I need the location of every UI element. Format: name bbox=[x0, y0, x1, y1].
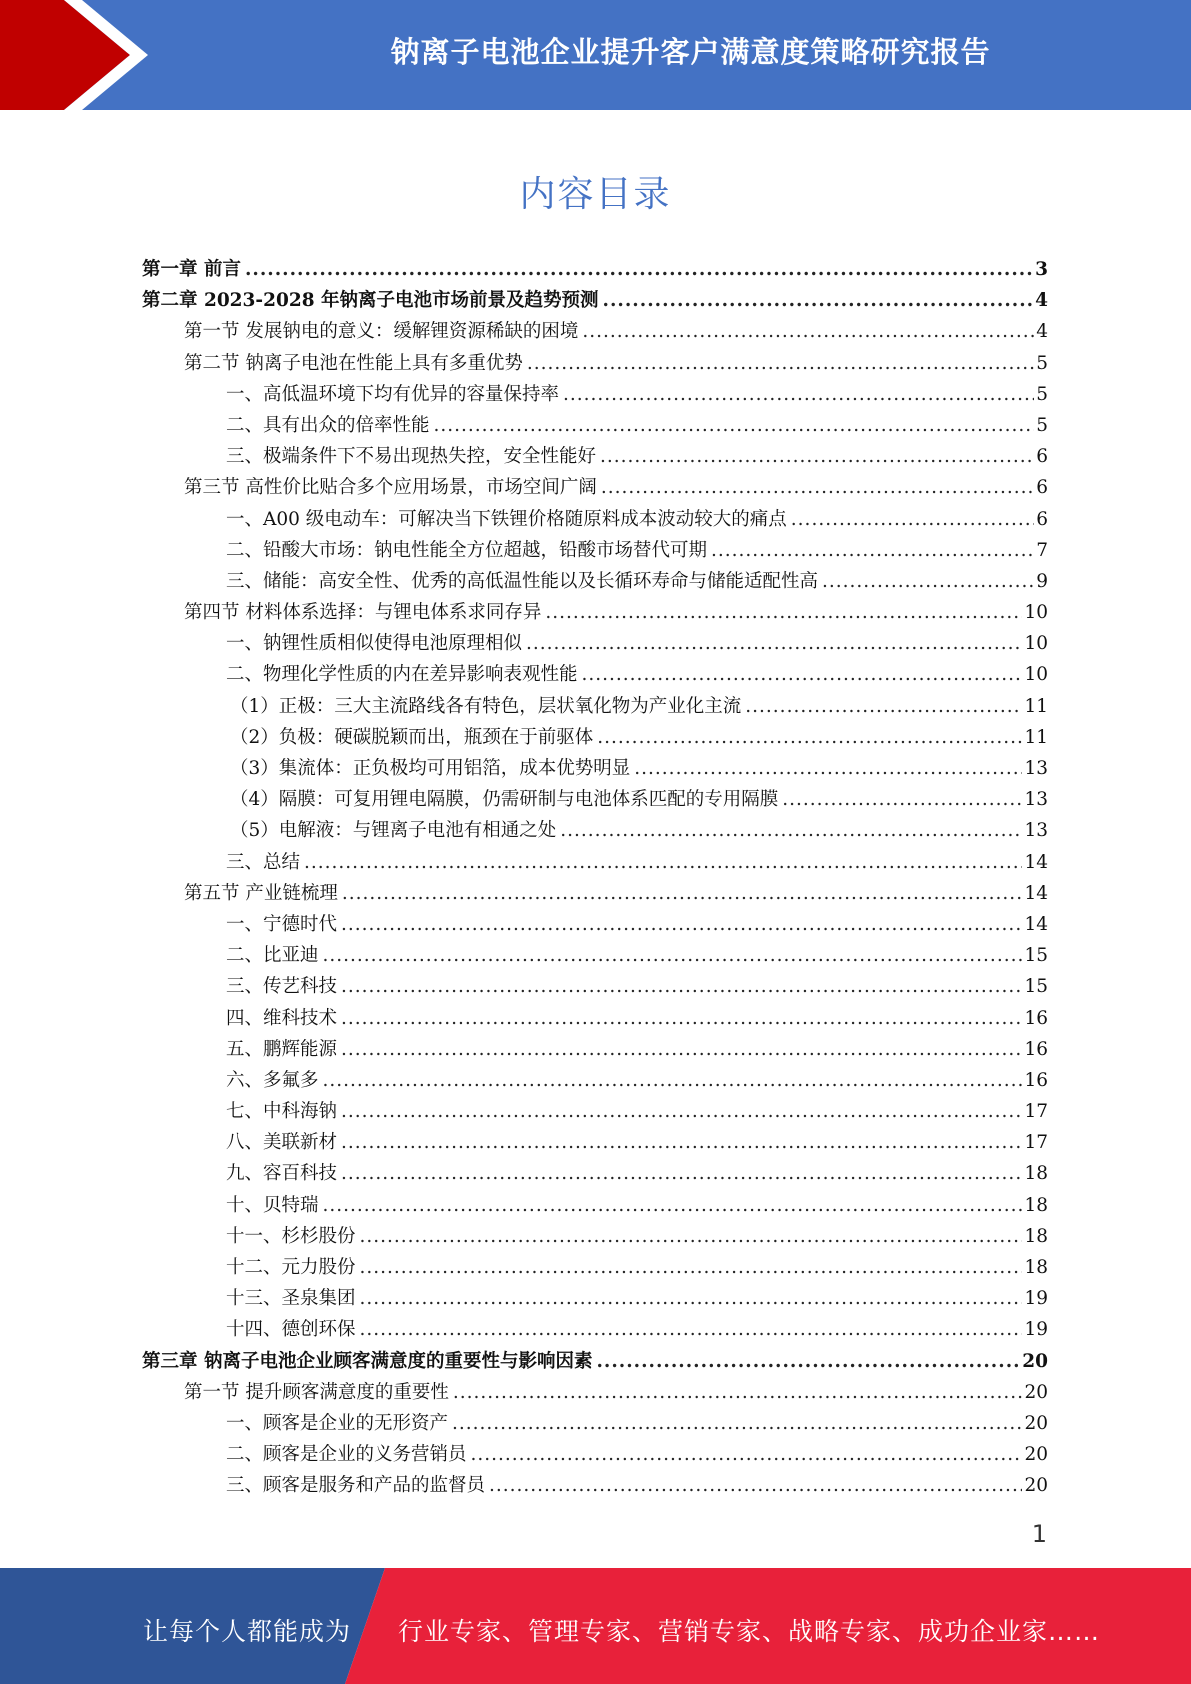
toc-entry[interactable] bbox=[142, 909, 1048, 940]
table-of-contents bbox=[142, 254, 1048, 1502]
toc-entry-title: 第四节 材料体系选择：与锂电体系求同存异 bbox=[184, 602, 542, 624]
toc-dot-leader bbox=[342, 878, 1023, 909]
toc-entry-title: 三、总结 bbox=[226, 851, 301, 873]
page-number: 1 bbox=[1031, 1520, 1047, 1548]
toc-entry-page: 13 bbox=[1024, 758, 1048, 779]
toc-entry-page: 5 bbox=[1036, 414, 1048, 436]
report-title: 钠离子电池企业提升客户满意度策略研究报告 bbox=[390, 35, 991, 69]
toc-dot-leader bbox=[782, 784, 1022, 815]
toc-entry-page: 16 bbox=[1024, 1007, 1048, 1029]
toc-dot-leader bbox=[526, 628, 1022, 659]
toc-entry-page: 16 bbox=[1024, 1038, 1048, 1060]
toc-entry[interactable] bbox=[142, 659, 1048, 690]
toc-entry-title: 十、贝特瑞 bbox=[226, 1194, 319, 1216]
toc-entry-page: 4 bbox=[1036, 321, 1048, 343]
toc-entry[interactable] bbox=[142, 535, 1048, 566]
toc-entry[interactable] bbox=[142, 722, 1048, 753]
toc-entry-title: 三、极端条件下不易出现热失控，安全性能好 bbox=[226, 446, 597, 468]
toc-entry-page: 5 bbox=[1036, 383, 1048, 405]
toc-entry-title: 第二章 2023-2028 年钠离子电池市场前景及趋势预测 bbox=[142, 290, 599, 312]
toc-entry-page: 10 bbox=[1024, 664, 1048, 686]
toc-entry[interactable] bbox=[142, 878, 1048, 909]
toc-dot-leader bbox=[603, 285, 1034, 316]
toc-entry-title: 三、顾客是服务和产品的监督员 bbox=[226, 1475, 486, 1497]
toc-heading: 内容目录 bbox=[519, 174, 672, 215]
toc-entry-title: 五、鹏辉能源 bbox=[226, 1038, 338, 1060]
toc-entry-title: （3）集流体：正负极均可用铝箔，成本优势明显 bbox=[230, 758, 631, 779]
toc-entry-page: 10 bbox=[1024, 633, 1048, 655]
footer-band bbox=[0, 1568, 1191, 1684]
toc-entry-title: 二、比亚迪 bbox=[226, 945, 319, 967]
toc-dot-leader bbox=[341, 971, 1022, 1002]
toc-entry[interactable] bbox=[142, 971, 1048, 1002]
toc-dot-leader bbox=[489, 1470, 1022, 1501]
toc-dot-leader bbox=[601, 472, 1034, 503]
toc-entry-page: 15 bbox=[1024, 945, 1048, 967]
toc-entry[interactable] bbox=[142, 1377, 1048, 1408]
toc-entry-title: 一、高低温环境下均有优异的容量保持率 bbox=[226, 383, 560, 405]
toc-entry-title: 第二节 钠离子电池在性能上具有多重优势 bbox=[184, 352, 523, 374]
toc-dot-leader bbox=[596, 1346, 1020, 1377]
toc-entry[interactable] bbox=[142, 628, 1048, 659]
toc-entry[interactable] bbox=[142, 566, 1048, 597]
toc-entry-page: 18 bbox=[1024, 1225, 1048, 1247]
toc-dot-leader bbox=[341, 909, 1022, 940]
toc-entry[interactable] bbox=[142, 784, 1048, 815]
toc-entry[interactable] bbox=[142, 1439, 1048, 1470]
toc-entry-page: 11 bbox=[1024, 726, 1048, 748]
toc-dot-leader bbox=[341, 1034, 1022, 1065]
toc-entry-page: 9 bbox=[1036, 570, 1048, 592]
toc-entry[interactable] bbox=[142, 691, 1048, 722]
toc-entry-title: （2）负极：硬碳脱颖而出，瓶颈在于前驱体 bbox=[230, 726, 594, 748]
toc-dot-leader bbox=[711, 535, 1034, 566]
toc-entry-page: 15 bbox=[1024, 976, 1048, 998]
toc-entry-title: 四、维科技术 bbox=[226, 1007, 338, 1029]
toc-entry[interactable] bbox=[142, 847, 1048, 878]
toc-entry-page: 16 bbox=[1024, 1069, 1048, 1091]
toc-entry-title: （4）隔膜：可复用锂电隔膜，仍需研制与电池体系匹配的专用隔膜 bbox=[230, 789, 779, 811]
toc-entry-page: 20 bbox=[1022, 1350, 1048, 1372]
toc-entry[interactable] bbox=[142, 254, 1048, 285]
toc-entry[interactable] bbox=[142, 1127, 1048, 1158]
toc-dot-leader bbox=[582, 316, 1034, 347]
toc-dot-leader bbox=[304, 847, 1022, 878]
footer-slogan-left: 让每个人都能成为 bbox=[143, 1617, 352, 1646]
toc-dot-leader bbox=[245, 254, 1033, 285]
toc-entry-title: 八、美联新材 bbox=[226, 1132, 338, 1154]
toc-entry-title: 十四、德创环保 bbox=[226, 1319, 356, 1341]
toc-entry-page: 13 bbox=[1024, 820, 1048, 842]
toc-dot-leader bbox=[560, 815, 1022, 846]
toc-entry-page: 18 bbox=[1024, 1257, 1048, 1278]
toc-dot-leader bbox=[341, 1127, 1022, 1158]
toc-entry[interactable] bbox=[142, 1003, 1048, 1034]
toc-entry-title: （5）电解液：与锂离子电池有相通之处 bbox=[230, 820, 557, 842]
toc-dot-leader bbox=[434, 410, 1035, 441]
toc-entry[interactable] bbox=[142, 504, 1048, 535]
toc-entry-title: 七、中科海钠 bbox=[226, 1101, 338, 1123]
toc-entry[interactable] bbox=[142, 1096, 1048, 1127]
toc-entry[interactable] bbox=[142, 285, 1048, 316]
toc-entry-page: 6 bbox=[1036, 508, 1048, 530]
toc-entry-title: 二、具有出众的倍率性能 bbox=[226, 414, 430, 436]
toc-entry-page: 11 bbox=[1024, 695, 1048, 717]
toc-entry-page: 20 bbox=[1024, 1381, 1048, 1403]
toc-entry[interactable] bbox=[142, 597, 1048, 628]
toc-entry[interactable] bbox=[142, 1158, 1048, 1189]
toc-entry-title: 二、物理化学性质的内在差异影响表观性能 bbox=[226, 664, 578, 686]
toc-entry-title: 第五节 产业链梳理 bbox=[184, 882, 338, 904]
toc-entry-title: 十一、杉杉股份 bbox=[226, 1225, 356, 1247]
toc-entry-page: 20 bbox=[1024, 1444, 1048, 1466]
header-band bbox=[0, 0, 1191, 110]
toc-entry-title: 二、顾客是企业的义务营销员 bbox=[226, 1444, 467, 1466]
toc-dot-leader bbox=[582, 659, 1023, 690]
toc-entry-page: 18 bbox=[1024, 1194, 1048, 1216]
toc-entry[interactable] bbox=[142, 1283, 1048, 1314]
toc-entry-page: 19 bbox=[1024, 1288, 1048, 1310]
toc-dot-leader bbox=[822, 566, 1034, 597]
toc-dot-leader bbox=[745, 691, 1022, 722]
toc-entry-page: 6 bbox=[1036, 446, 1048, 468]
toc-dot-leader bbox=[597, 722, 1022, 753]
toc-entry-page: 14 bbox=[1024, 851, 1048, 873]
toc-entry[interactable] bbox=[142, 1252, 1048, 1283]
toc-entry-title: 三、储能：高安全性、优秀的高低温性能以及长循环寿命与储能适配性高 bbox=[226, 570, 819, 592]
toc-dot-leader bbox=[360, 1252, 1023, 1283]
toc-entry-page: 10 bbox=[1024, 602, 1048, 624]
toc-entry-page: 20 bbox=[1024, 1475, 1048, 1497]
toc-dot-leader bbox=[791, 504, 1034, 535]
toc-entry[interactable] bbox=[142, 1408, 1048, 1439]
toc-dot-leader bbox=[600, 441, 1034, 472]
toc-entry[interactable] bbox=[142, 1470, 1048, 1501]
toc-dot-leader bbox=[341, 1003, 1022, 1034]
toc-dot-leader bbox=[471, 1439, 1023, 1470]
toc-entry-title: （1）正极：三大主流路线各有特色，层状氧化物为产业化主流 bbox=[230, 695, 742, 717]
toc-entry[interactable] bbox=[142, 410, 1048, 441]
toc-entry-title: 第一节 提升顾客满意度的重要性 bbox=[184, 1381, 449, 1403]
toc-entry[interactable] bbox=[142, 815, 1048, 846]
toc-entry-title: 六、多氟多 bbox=[226, 1069, 319, 1091]
toc-entry[interactable] bbox=[142, 1314, 1048, 1345]
toc-entry-page: 20 bbox=[1024, 1412, 1048, 1434]
toc-entry-title: 第一节 发展钠电的意义：缓解锂资源稀缺的困境 bbox=[184, 321, 579, 343]
toc-entry-page: 14 bbox=[1024, 882, 1048, 904]
toc-entry-page: 4 bbox=[1035, 290, 1048, 312]
toc-entry-title: 一、宁德时代 bbox=[226, 913, 338, 935]
toc-dot-leader bbox=[323, 940, 1023, 971]
toc-entry[interactable] bbox=[142, 348, 1048, 379]
toc-entry-title: 第三节 高性价比贴合多个应用场景，市场空间广阔 bbox=[184, 477, 597, 499]
toc-dot-leader bbox=[323, 1065, 1023, 1096]
toc-entry-page: 18 bbox=[1024, 1163, 1048, 1185]
toc-entry-page: 7 bbox=[1036, 539, 1048, 561]
toc-entry-title: 十三、圣泉集团 bbox=[226, 1288, 356, 1310]
toc-entry-page: 14 bbox=[1024, 913, 1048, 935]
toc-dot-leader bbox=[341, 1158, 1022, 1189]
toc-dot-leader bbox=[323, 1190, 1023, 1221]
toc-dot-leader bbox=[360, 1314, 1023, 1345]
toc-entry[interactable] bbox=[142, 472, 1048, 503]
toc-entry-title: 三、传艺科技 bbox=[226, 976, 338, 998]
toc-entry[interactable] bbox=[142, 1190, 1048, 1221]
toc-entry-page: 6 bbox=[1036, 477, 1048, 499]
toc-entry-title: 一、钠锂性质相似使得电池原理相似 bbox=[226, 633, 523, 655]
toc-dot-leader bbox=[360, 1221, 1023, 1252]
toc-dot-leader bbox=[341, 1096, 1022, 1127]
toc-entry[interactable] bbox=[142, 1065, 1048, 1096]
toc-entry-page: 3 bbox=[1035, 259, 1048, 280]
toc-entry-page: 5 bbox=[1036, 352, 1048, 374]
toc-entry[interactable] bbox=[142, 1221, 1048, 1252]
toc-entry[interactable] bbox=[142, 379, 1048, 410]
toc-entry[interactable] bbox=[142, 753, 1048, 784]
toc-entry-title: 一、顾客是企业的无形资产 bbox=[226, 1412, 449, 1434]
toc-entry-page: 17 bbox=[1024, 1132, 1048, 1154]
toc-entry[interactable] bbox=[142, 441, 1048, 472]
toc-dot-leader bbox=[360, 1283, 1023, 1314]
toc-entry-title: 二、铅酸大市场：钠电性能全方位超越，铅酸市场替代可期 bbox=[226, 539, 708, 561]
toc-dot-leader bbox=[527, 348, 1034, 379]
toc-entry[interactable] bbox=[142, 1346, 1048, 1377]
toc-entry-page: 17 bbox=[1024, 1101, 1048, 1123]
footer-slogan-right: 行业专家、管理专家、营销专家、战略专家、成功企业家…… bbox=[398, 1617, 1101, 1646]
toc-entry-page: 19 bbox=[1024, 1319, 1048, 1341]
toc-dot-leader bbox=[563, 379, 1034, 410]
toc-entry-title: 第三章 钠离子电池企业顾客满意度的重要性与影响因素 bbox=[142, 1350, 593, 1372]
toc-entry-title: 九、容百科技 bbox=[226, 1163, 338, 1185]
header-chevron-icon bbox=[0, 0, 160, 110]
toc-entry[interactable] bbox=[142, 940, 1048, 971]
toc-entry[interactable] bbox=[142, 1034, 1048, 1065]
toc-dot-leader bbox=[452, 1408, 1022, 1439]
toc-entry-title: 一、A00 级电动车：可解决当下铁锂价格随原料成本波动较大的痛点 bbox=[226, 508, 787, 530]
toc-dot-leader bbox=[453, 1377, 1023, 1408]
toc-entry-title: 十二、元力股份 bbox=[226, 1257, 356, 1278]
toc-dot-leader bbox=[634, 753, 1022, 784]
toc-dot-leader bbox=[545, 597, 1022, 628]
toc-entry-title: 第一章 前言 bbox=[142, 259, 241, 280]
toc-entry[interactable] bbox=[142, 316, 1048, 347]
toc-entry-page: 13 bbox=[1024, 789, 1048, 811]
